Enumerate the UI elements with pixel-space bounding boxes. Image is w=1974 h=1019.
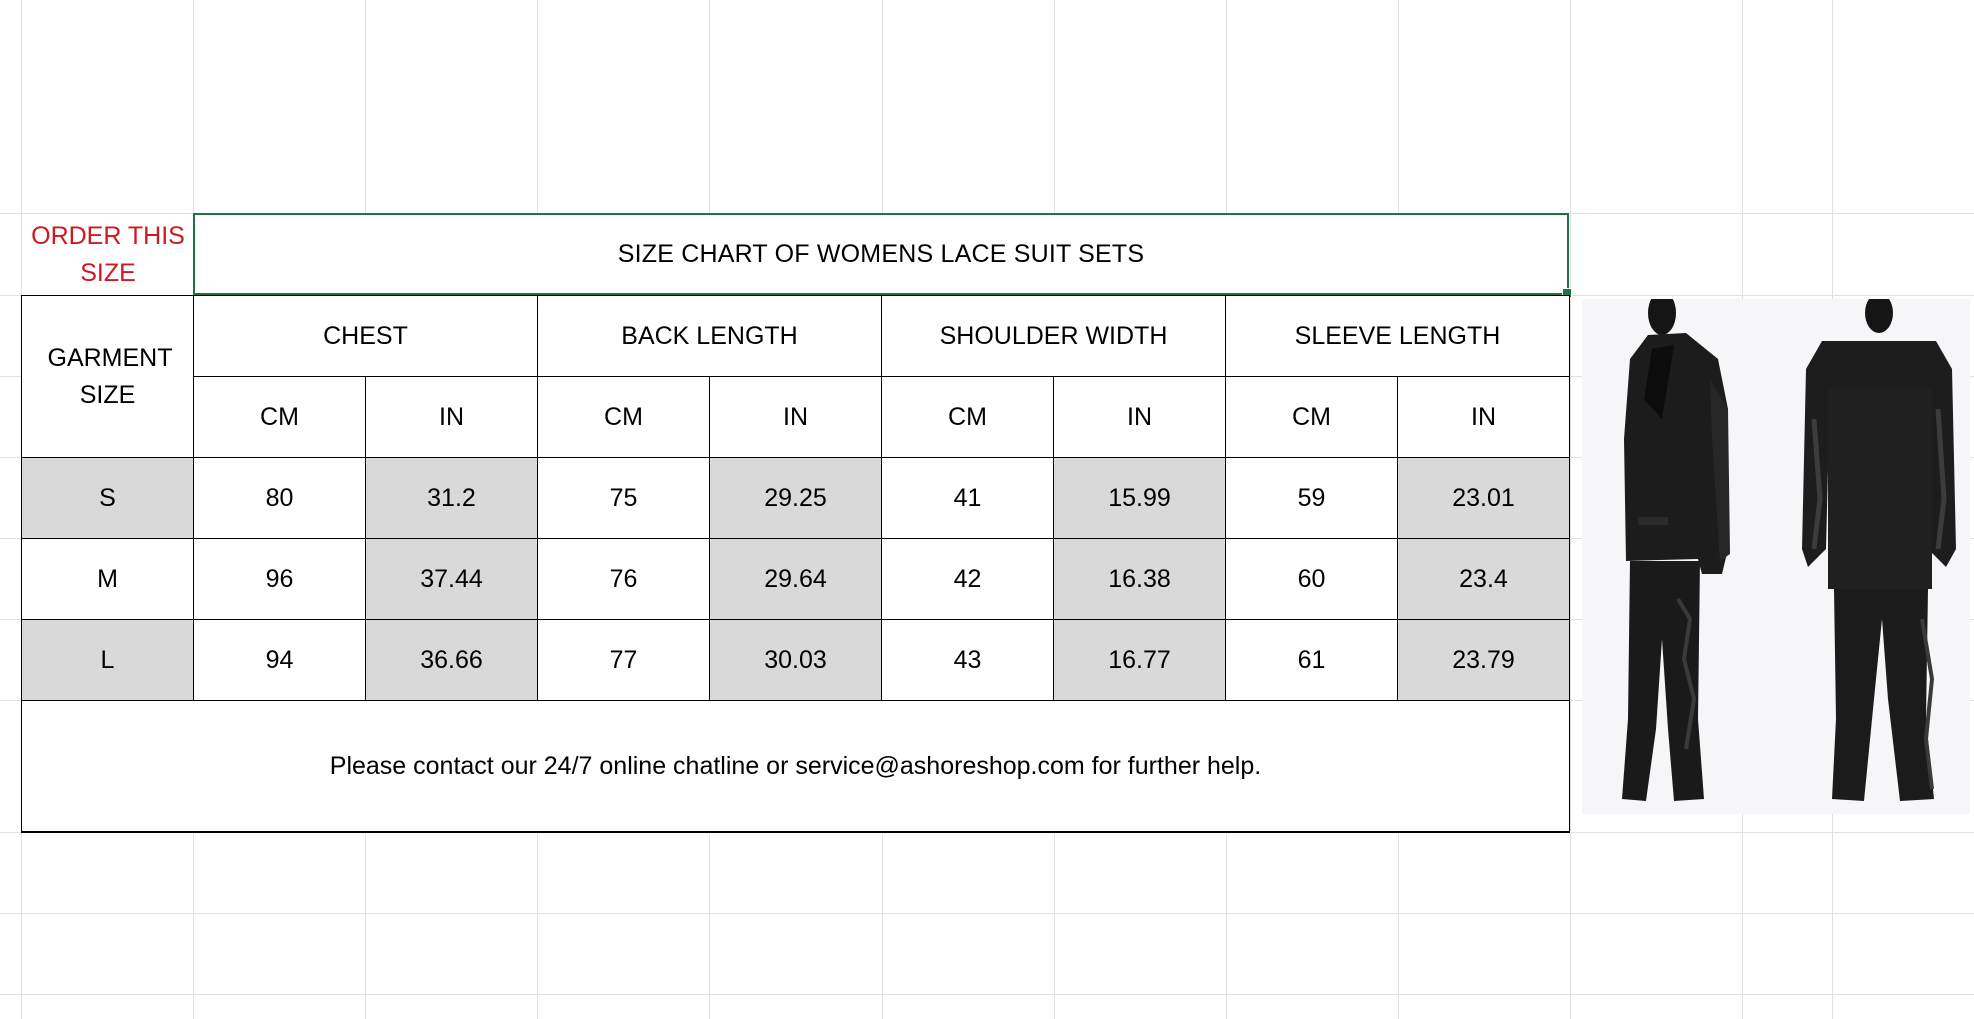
chart-title: SIZE CHART OF WOMENS LACE SUIT SETS (617, 239, 1145, 268)
table-cell: 59 (1225, 457, 1398, 539)
table-cell: 96 (193, 538, 366, 620)
unit-header-cell: CM (537, 376, 710, 458)
header-sleeve-length: SLEEVE LENGTH (1225, 295, 1570, 377)
size-cell-m: M (21, 538, 194, 620)
table-cell: 94 (193, 619, 366, 701)
table-cell: 36.66 (365, 619, 538, 701)
chart-title-cell[interactable] (193, 213, 1569, 295)
table-cell: 61 (1225, 619, 1398, 701)
table-cell: 42 (881, 538, 1054, 620)
unit-header-cell: IN (1053, 376, 1226, 458)
table-cell: 23.4 (1397, 538, 1570, 620)
unit-header-cell: IN (709, 376, 882, 458)
table-cell: 16.77 (1053, 619, 1226, 701)
table-cell: 30.03 (709, 619, 882, 701)
table-cell: 16.38 (1053, 538, 1226, 620)
table-cell: 29.25 (709, 457, 882, 539)
table-cell: 29.64 (709, 538, 882, 620)
garment-size-header: GARMENT SIZE (21, 295, 194, 458)
table-cell: 31.2 (365, 457, 538, 539)
table-cell: 43 (881, 619, 1054, 701)
table-cell: 41 (881, 457, 1054, 539)
table-cell: 15.99 (1053, 457, 1226, 539)
unit-header-cell: CM (193, 376, 366, 458)
unit-header-cell: CM (881, 376, 1054, 458)
table-cell: 80 (193, 457, 366, 539)
size-cell-l: L (21, 619, 194, 701)
table-cell: 77 (537, 619, 710, 701)
help-footer: Please contact our 24/7 online chatline or service@ashoreshop.com for further help. (21, 700, 1570, 833)
table-cell: 23.01 (1397, 457, 1570, 539)
unit-header-cell: IN (1397, 376, 1570, 458)
order-this-size-label: ORDER THIS SIZE (31, 222, 185, 287)
suit-mannequin-image (1582, 299, 1970, 814)
header-back-length: BACK LENGTH (537, 295, 882, 377)
table-cell: 76 (537, 538, 710, 620)
header-shoulder-width: SHOULDER WIDTH (881, 295, 1226, 377)
table-cell: 60 (1225, 538, 1398, 620)
unit-header-cell: CM (1225, 376, 1398, 458)
product-photo (1582, 299, 1970, 814)
unit-header-cell: IN (365, 376, 538, 458)
size-cell-s: S (21, 457, 194, 539)
table-cell: 37.44 (365, 538, 538, 620)
table-cell: 23.79 (1397, 619, 1570, 701)
header-chest: CHEST (193, 295, 538, 377)
table-cell: 75 (537, 457, 710, 539)
